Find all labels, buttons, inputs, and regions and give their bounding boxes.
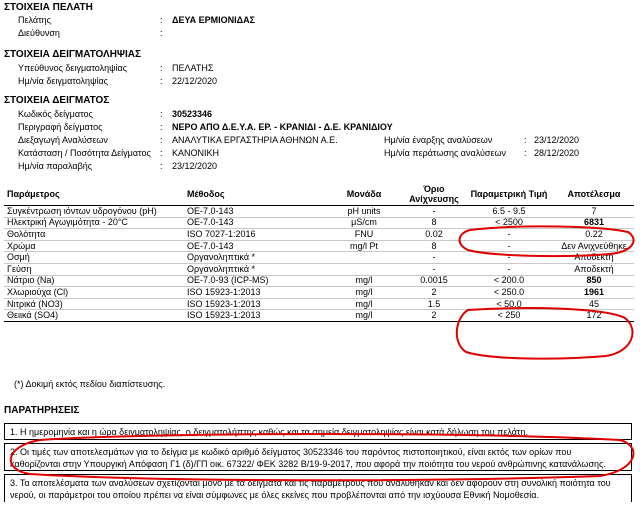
- table-row: [4, 287, 634, 299]
- table-row: [4, 229, 634, 241]
- sample-condition-sep: :: [160, 148, 163, 158]
- address-label: Διεύθυνση: [18, 28, 60, 38]
- table-row: [4, 252, 634, 264]
- sample-description-sep: :: [160, 122, 163, 132]
- analysis-start-sep: :: [524, 135, 527, 145]
- table-row: [4, 298, 634, 310]
- client-label: Πελάτης: [18, 15, 51, 25]
- cell-unit: [324, 263, 404, 275]
- remark-3-line-2: νερού, οι παράμετροι του οποίου πρέπει να είναι σύμφωνες με όλες εκείνες που προβλέπονται από την ισχύουσα Εθνική Νομοθεσία.: [10, 490, 540, 500]
- remark-1-text: 1. Η ημερομηνία και η ώρα δειγματοληψίας, ο δειγματολήπτης καθώς και τα σημεία δειγματοληψίας είναι κατά δήλωση του πελάτη.: [10, 427, 528, 437]
- table-row: [4, 310, 634, 322]
- receipt-date-sep: :: [160, 161, 163, 171]
- analysis-lab-label: Διεξαγωγή Αναλύσεων: [18, 135, 108, 145]
- cell-unit: mg/l: [324, 310, 404, 322]
- cell-parameter: Γεύση: [4, 263, 184, 275]
- address-sep: :: [160, 28, 163, 38]
- cell-result: Δεν Ανιχνεύθηκε: [554, 240, 634, 252]
- cell-parameter: Θολότητα: [4, 229, 184, 241]
- cell-method: ΟΕ-7.0-93 (ICP-MS): [184, 275, 324, 287]
- cell-parameter: Νάτριο (Na): [4, 275, 184, 287]
- receipt-date-label: Ημ/νία παραλαβής: [18, 161, 93, 171]
- cell-result: Αποδεκτή: [554, 252, 634, 264]
- cell-parameter: Χλωριούχα (Cl): [4, 287, 184, 299]
- cell-parametric-value: < 250: [464, 310, 554, 322]
- analysis-end-sep: :: [524, 148, 527, 158]
- client-section-heading: ΣΤΟΙΧΕΙΑ ΠΕΛΑΤΗ: [4, 2, 93, 13]
- col-header-method: Μέθοδος: [184, 184, 324, 206]
- cell-unit: mg/l Pt: [324, 240, 404, 252]
- table-footnote: (*) Δοκιμή εκτός πεδίου διαπίστευσης.: [14, 379, 166, 389]
- table-row: [4, 206, 634, 218]
- cell-result: 172: [554, 310, 634, 322]
- col-header-detection-limit: Όριο Ανίχνευσης: [404, 184, 464, 206]
- cell-method: ΟΕ-7.0-143: [184, 206, 324, 218]
- results-header-row: [4, 184, 634, 206]
- sampling-section-heading: ΣΤΟΙΧΕΙΑ ΔΕΙΓΜΑΤΟΛΗΨΙΑΣ: [4, 49, 142, 60]
- analysis-end-label: Ημ/νία περάτωσης αναλύσεων: [384, 148, 506, 158]
- cell-method: Οργανοληπτικά *: [184, 252, 324, 264]
- client-value: ΔΕΥΑ ΕΡΜΙΟΝΙΔΑΣ: [172, 15, 256, 25]
- sample-condition-value: ΚΑΝΟΝΙΚΗ: [172, 148, 220, 158]
- table-row: [4, 217, 634, 229]
- cell-unit: mg/l: [324, 298, 404, 310]
- cell-parameter: Συγκέντρωση ιόντων υδρογόνου (pH): [4, 206, 184, 218]
- sample-code-label: Κωδικός δείγματος: [18, 109, 93, 119]
- table-row: [4, 240, 634, 252]
- sampling-date-sep: :: [160, 76, 163, 86]
- analysis-start-value: 23/12/2020: [534, 135, 580, 145]
- remark-2-line-1: 2. Οι τιμές των αποτελεσμάτων για το δείγμα με κωδικό αριθμό δείγματος 30523346 του παρόντος πιστοποιητικού, είναι εκτός των ορίων που: [10, 447, 572, 457]
- sample-description-value: ΝΕΡΟ ΑΠΟ Δ.Ε.Υ.Α. ΕΡ. - ΚΡΑΝΙΔΙ - Δ.Ε. ΚΡΑΝΙΔΙΟΥ: [172, 122, 393, 132]
- results-table: [4, 184, 634, 322]
- cell-detection-limit: 8: [404, 217, 464, 229]
- col-header-parameter: Παράμετρος: [4, 184, 184, 206]
- cell-parametric-value: < 250.0: [464, 287, 554, 299]
- col-header-parametric-value: Παραμετρική Τιμή: [464, 184, 554, 206]
- cell-parametric-value: 6.5 - 9.5: [464, 206, 554, 218]
- cell-detection-limit: -: [404, 206, 464, 218]
- cell-method: ISO 15923-1:2013: [184, 298, 324, 310]
- sampling-date-label: Ημ/νία δειγματοληψίας: [18, 76, 109, 86]
- cell-result: Αποδεκτή: [554, 263, 634, 275]
- cell-unit: mg/l: [324, 275, 404, 287]
- cell-parameter: Χρώμα: [4, 240, 184, 252]
- cell-method: ΟΕ-7.0-143: [184, 217, 324, 229]
- analysis-lab-value: ΑΝΑΛΥΤΙΚΑ ΕΡΓΑΣΤΗΡΙΑ ΑΘΗΝΩΝ Α.Ε.: [172, 135, 338, 145]
- receipt-date-value: 23/12/2020: [172, 161, 218, 171]
- cell-parametric-value: < 2500: [464, 217, 554, 229]
- cell-parametric-value: -: [464, 252, 554, 264]
- sample-description-label: Περιγραφή δείγματος: [18, 122, 103, 132]
- cell-parameter: Θειικά (SO4): [4, 310, 184, 322]
- col-header-unit: Μονάδα: [324, 184, 404, 206]
- cell-parameter: Ηλεκτρική Αγωγιμότητα - 20°C: [4, 217, 184, 229]
- analysis-lab-sep: :: [160, 135, 163, 145]
- cell-detection-limit: 2: [404, 287, 464, 299]
- analysis-start-label: Ημ/νία έναρξης αναλύσεων: [384, 135, 493, 145]
- table-row: [4, 263, 634, 275]
- cell-parametric-value: -: [464, 229, 554, 241]
- cell-unit: FNU: [324, 229, 404, 241]
- table-row: [4, 275, 634, 287]
- cell-detection-limit: -: [404, 263, 464, 275]
- cell-method: ISO 7027-1:2016: [184, 229, 324, 241]
- cell-method: Οργανοληπτικά *: [184, 263, 324, 275]
- cell-parameter: Οσμή: [4, 252, 184, 264]
- remark-1: [4, 423, 632, 440]
- cell-unit: pH units: [324, 206, 404, 218]
- cell-method: ISO 15923-1:2013: [184, 310, 324, 322]
- cell-unit: [324, 252, 404, 264]
- cell-parametric-value: -: [464, 263, 554, 275]
- cell-detection-limit: 1.5: [404, 298, 464, 310]
- sample-code-value: 30523346: [172, 109, 213, 119]
- sampler-value: ΠΕΛΑΤΗΣ: [172, 63, 214, 73]
- sampling-date-value: 22/12/2020: [172, 76, 218, 86]
- cell-detection-limit: 2: [404, 310, 464, 322]
- cell-detection-limit: 0.02: [404, 229, 464, 241]
- sample-condition-label: Κατάσταση / Ποσότητα Δείγματος: [18, 148, 151, 158]
- cell-result: 0.22: [554, 229, 634, 241]
- sample-section-heading: ΣΤΟΙΧΕΙΑ ΔΕΙΓΜΑΤΟΣ: [4, 95, 110, 106]
- client-sep: :: [160, 15, 163, 25]
- cell-parameter: Νιτρικά (NO3): [4, 298, 184, 310]
- remark-3-line-1: 3. Τα αποτελέσματα των αναλύσεων σχετίζονται μόνο με τα δείγματα και τις παραμέτρους που αναλύθηκαν και δεν αφορούν στη συνολική ποιότητα του: [10, 478, 611, 488]
- cell-parametric-value: < 50.0: [464, 298, 554, 310]
- cell-result: 1961: [554, 287, 634, 299]
- sample-code-sep: :: [160, 109, 163, 119]
- remarks-heading: ΠΑΡΑΤΗΡΗΣΕΙΣ: [4, 405, 80, 416]
- cell-detection-limit: 8: [404, 240, 464, 252]
- cell-result: 850: [554, 275, 634, 287]
- cell-detection-limit: 0.0015: [404, 275, 464, 287]
- cell-detection-limit: -: [404, 252, 464, 264]
- cell-result: 45: [554, 298, 634, 310]
- sampler-sep: :: [160, 63, 163, 73]
- cell-parametric-value: < 200.0: [464, 275, 554, 287]
- cell-unit: μS/cm: [324, 217, 404, 229]
- cell-method: ISO 15923-1:2013: [184, 287, 324, 299]
- remark-2-line-2: καθορίζονται στην Υπουργική Απόφαση Γ1 (δ)/ΓΠ οικ. 67322/ ΦΕΚ 3282 Β/19-9-2017, που αφορά την ποιότητα του νερού ανθρώπινης κατανάλωσης.: [10, 459, 606, 469]
- cell-result: 7: [554, 206, 634, 218]
- analysis-end-value: 28/12/2020: [534, 148, 580, 158]
- remark-3: [4, 474, 632, 502]
- col-header-result: Αποτέλεσμα: [554, 184, 634, 206]
- sampler-label: Υπεύθυνος δειγματοληψίας: [18, 63, 128, 73]
- cell-unit: mg/l: [324, 287, 404, 299]
- cell-parametric-value: -: [464, 240, 554, 252]
- cell-method: ΟΕ-7.0-143: [184, 240, 324, 252]
- remark-2: [4, 443, 632, 471]
- cell-result: 6831: [554, 217, 634, 229]
